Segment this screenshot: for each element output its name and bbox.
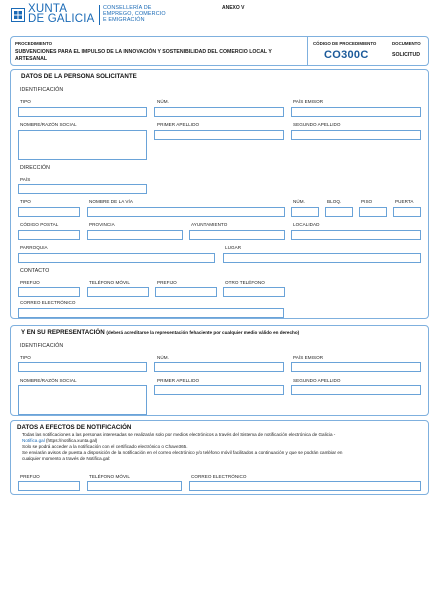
notification-line2: Solo se podrá acceder a la notificación con el certificado electrónico o Chave365. [22, 444, 188, 449]
prefijo-field[interactable] [18, 287, 80, 297]
ayuntamiento-label: AYUNTAMIENTO [191, 222, 228, 227]
rep-segundo-apellido-field[interactable] [291, 385, 421, 395]
rep-num-field[interactable] [154, 362, 284, 372]
rep-tipo-field[interactable] [18, 362, 147, 372]
notif-telefono-movil-label: TELÉFONO MÓVIL [89, 474, 131, 479]
otro-telefono-field[interactable] [223, 287, 285, 297]
nombre-field[interactable] [18, 130, 147, 160]
document-label: DOCUMENTO [392, 41, 421, 46]
lugar-label: LUGAR [225, 245, 242, 250]
rep-tipo-label: TIPO [20, 355, 31, 360]
procedure-name: SUBVENCIONES PARA EL IMPULSO DE LA INNOVACIÓN Y SOSTENIBILIDAD DEL COMERCIO LOCAL Y ARTESANAL [15, 49, 272, 62]
notifica-url: (https://notifica.xunta.gal) [44, 438, 98, 443]
piso-label: PISO [361, 199, 373, 204]
notification-info [22, 432, 420, 462]
notif-correo-label: CORREO ELECTRÓNICO [191, 474, 247, 479]
correo-field[interactable] [18, 308, 284, 318]
piso-field[interactable] [359, 207, 387, 217]
provincia-label: PROVINCIA [89, 222, 115, 227]
notifica-link[interactable]: Notifica.gal [22, 438, 45, 443]
num-label: NÚM. [157, 99, 169, 104]
department-name [103, 5, 166, 23]
prefijo-label: PREFIJO [20, 280, 40, 285]
procedure-code: CO300C [324, 49, 369, 61]
puerta-label: PUERTA [395, 199, 414, 204]
representative-title-text: Y EN SU REPRESENTACIÓN [21, 329, 105, 336]
logo-line1: XUNTA [28, 3, 68, 15]
parroquia-label: PARROQUIA [20, 245, 48, 250]
notification-line4: cualquier momento a través de Notifica.gal: [22, 456, 111, 461]
ayuntamiento-field[interactable] [189, 230, 285, 240]
codigo-postal-field[interactable] [18, 230, 80, 240]
address-heading: DIRECCIÓN [20, 165, 51, 171]
notification-line1: Todas las notificaciones a las personas interesadas se realizarán solo por medios electrónicos a través del Sistema de notificación electrónica de Galicia - [22, 432, 336, 437]
anexo-label: ANEXO V [222, 5, 245, 11]
correo-label: CORREO ELECTRÓNICO [20, 300, 76, 305]
notif-prefijo-label: PREFIJO [20, 474, 40, 479]
procedure-label: PROCEDIMIENTO [15, 41, 52, 46]
primer-apellido-label: PRIMER APELLIDO [157, 122, 200, 127]
bloq-label: BLOQ. [327, 199, 342, 204]
prefijo2-label: PREFIJO [157, 280, 177, 285]
localidad-field[interactable] [291, 230, 421, 240]
bloq-field[interactable] [325, 207, 353, 217]
pais-emisor-label: PAÍS EMISOR [293, 99, 324, 104]
nombre-via-field[interactable] [87, 207, 285, 217]
rep-primer-apellido-field[interactable] [154, 385, 284, 395]
nombre-label: NOMBRE/RAZÓN SOCIAL [20, 122, 77, 127]
rep-nombre-label: NOMBRE/RAZÓN SOCIAL [20, 378, 77, 383]
xunta-logo-icon [11, 8, 25, 22]
dept-line2: EMPREGO, COMERCIO [103, 11, 166, 17]
otro-telefono-label: OTRO TELÉFONO [225, 280, 265, 285]
prefijo2-field[interactable] [155, 287, 217, 297]
document-type: SOLICITUD [392, 52, 420, 58]
pais-label: PAÍS [20, 177, 31, 182]
rep-segundo-apellido-label: SEGUNDO APELLIDO [293, 378, 341, 383]
notif-telefono-movil-field[interactable] [87, 481, 182, 491]
contact-heading: CONTACTO [20, 268, 50, 274]
logo-separator [99, 5, 100, 25]
localidad-label: LOCALIDAD [293, 222, 320, 227]
logo-line2: DE GALICIA [28, 13, 95, 25]
segundo-apellido-field[interactable] [291, 130, 421, 140]
nombre-via-label: NOMBRE DE LA VÍA [89, 199, 133, 204]
rep-pais-emisor-field[interactable] [291, 362, 421, 372]
tipo-via-field[interactable] [18, 207, 80, 217]
header-divider [307, 37, 308, 65]
pais-field[interactable] [18, 184, 147, 194]
notif-correo-field[interactable] [189, 481, 421, 491]
notification-section-title: DATOS A EFECTOS DE NOTIFICACIÓN [17, 424, 132, 431]
dept-line3: E EMIGRACIÓN [103, 17, 145, 23]
puerta-field[interactable] [393, 207, 421, 217]
codigo-postal-label: CÓDIGO POSTAL [20, 222, 59, 227]
dept-line1: CONSELLERÍA DE [103, 5, 152, 11]
representative-note: (deberá acreditarse la representación fehaciente por cualquier medio válido en derecho) [106, 330, 300, 335]
tipo-via-label: TIPO [20, 199, 31, 204]
pais-emisor-field[interactable] [291, 107, 421, 117]
segundo-apellido-label: SEGUNDO APELLIDO [293, 122, 341, 127]
tipo-field[interactable] [18, 107, 147, 117]
parroquia-field[interactable] [18, 253, 215, 263]
num-field[interactable] [154, 107, 284, 117]
provincia-field[interactable] [87, 230, 183, 240]
num-via-field[interactable] [291, 207, 319, 217]
tipo-label: TIPO [20, 99, 31, 104]
num-via-label: NÚM. [293, 199, 305, 204]
rep-identification-heading: IDENTIFICACIÓN [20, 343, 64, 349]
notif-prefijo-field[interactable] [18, 481, 80, 491]
procedure-code-label: CÓDIGO DE PROCEDIMIENTO [313, 41, 377, 46]
rep-pais-emisor-label: PAÍS EMISOR [293, 355, 324, 360]
representative-section-title [21, 329, 299, 336]
rep-num-label: NÚM. [157, 355, 169, 360]
telefono-movil-label: TELÉFONO MÓVIL [89, 280, 131, 285]
logo-wordmark [28, 4, 95, 24]
lugar-field[interactable] [223, 253, 421, 263]
procedure-header [10, 36, 429, 66]
notification-line3: Se enviarán avisos de puesta a disposición de la notificación en el correo electrónico y/o teléfono móvil facilitados a continuación y que se podrán cambiar en [22, 450, 343, 455]
applicant-section-title: DATOS DE LA PERSONA SOLICITANTE [21, 73, 137, 80]
rep-nombre-field[interactable] [18, 385, 147, 415]
primer-apellido-field[interactable] [154, 130, 284, 140]
identification-heading: IDENTIFICACIÓN [20, 87, 64, 93]
telefono-movil-field[interactable] [87, 287, 149, 297]
rep-primer-apellido-label: PRIMER APELLIDO [157, 378, 200, 383]
